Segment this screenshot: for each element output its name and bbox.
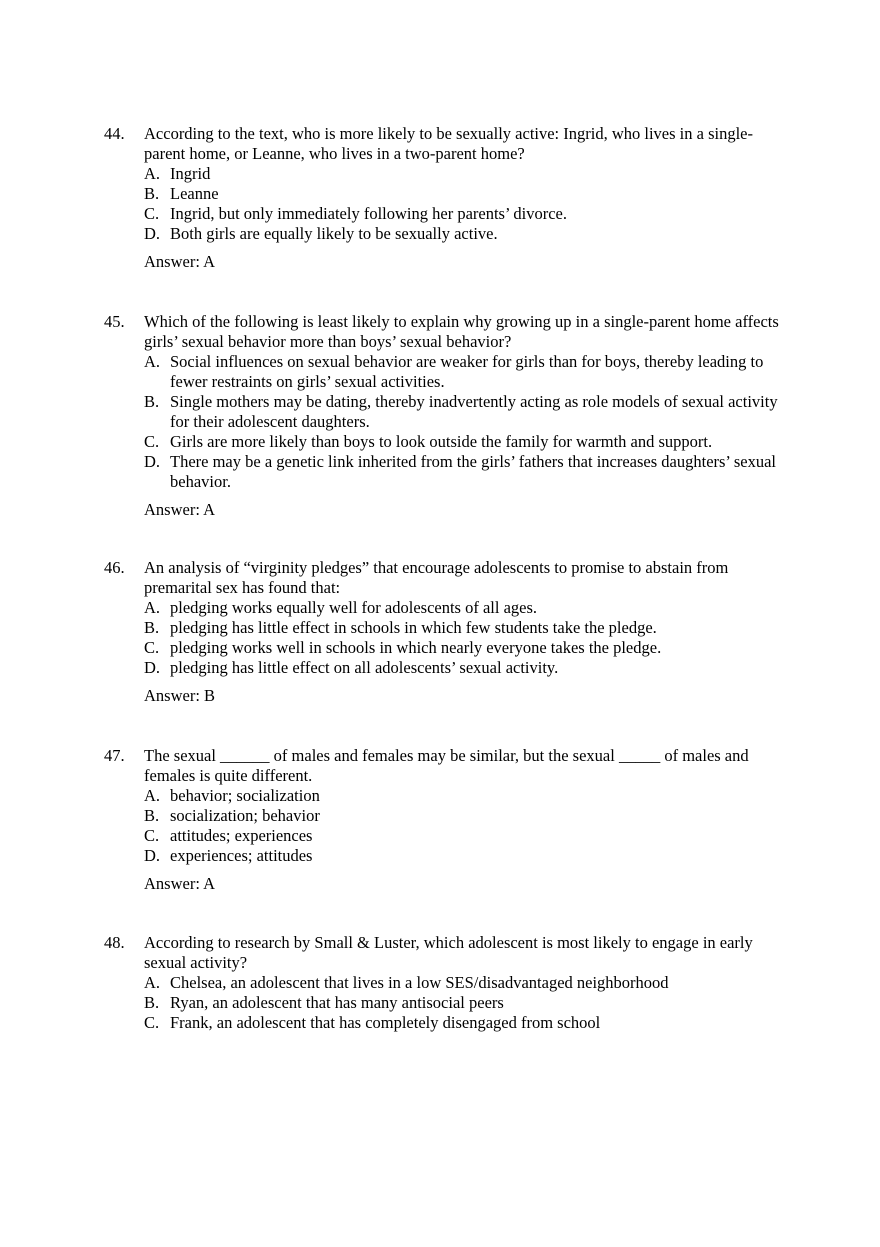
- option-letter: B.: [144, 618, 160, 637]
- option-letter: D.: [144, 452, 161, 471]
- option-letter: D.: [144, 846, 161, 865]
- option-text: Leanne: [170, 184, 219, 203]
- question-44: [104, 124, 794, 272]
- option-d: [144, 846, 794, 866]
- option-letter: A.: [144, 352, 161, 371]
- option-list: [144, 786, 794, 866]
- question-text: According to research by Small & Luster, which adolescent is most likely to engage in early sexual activity?: [144, 933, 753, 972]
- option-a: [144, 973, 794, 993]
- question-number: 47.: [104, 746, 125, 765]
- option-a: [144, 786, 794, 806]
- option-text: experiences; attitudes: [170, 846, 313, 865]
- option-text: Both girls are equally likely to be sexually active.: [170, 224, 498, 243]
- question-number: 48.: [104, 933, 125, 952]
- option-text: pledging works well in schools in which nearly everyone takes the pledge.: [170, 638, 662, 657]
- question-text: Which of the following is least likely to explain why growing up in a single-parent home affects girls’ sexual behavior more than boys’ sexual behavior?: [144, 312, 779, 351]
- question-number: 45.: [104, 312, 125, 331]
- question-number: 46.: [104, 558, 125, 577]
- option-list: [144, 352, 794, 492]
- question-number: 44.: [104, 124, 125, 143]
- option-letter: A.: [144, 973, 161, 992]
- option-c: [144, 432, 794, 452]
- answer-line: Answer: B: [144, 686, 216, 705]
- question-stem: [104, 312, 794, 352]
- option-list: [144, 164, 794, 244]
- option-text: pledging has little effect on all adolescents’ sexual activity.: [170, 658, 559, 677]
- option-text: behavior; socialization: [170, 786, 320, 805]
- option-b: [144, 618, 794, 638]
- question-text: The sexual ______ of males and females may be similar, but the sexual _____ of males and females is quite different.: [144, 746, 749, 785]
- question-stem: [104, 746, 794, 786]
- option-text: There may be a genetic link inherited from the girls’ fathers that increases daughters’ sexual behavior.: [170, 452, 776, 491]
- option-text: Girls are more likely than boys to look outside the family for warmth and support.: [170, 432, 713, 451]
- option-text: Ingrid, but only immediately following her parents’ divorce.: [170, 204, 567, 223]
- answer-line: Answer: A: [144, 252, 216, 271]
- option-list: [144, 973, 794, 1033]
- option-d: [144, 452, 794, 492]
- option-b: [144, 184, 794, 204]
- option-text: Single mothers may be dating, thereby inadvertently acting as role models of sexual activity for their adolescent daughters.: [170, 392, 778, 431]
- question-text: An analysis of “virginity pledges” that encourage adolescents to promise to abstain from premarital sex has found that:: [144, 558, 729, 597]
- option-a: [144, 598, 794, 618]
- option-a: [144, 352, 794, 392]
- question-48: [104, 933, 794, 1033]
- question-stem: [104, 558, 794, 598]
- option-letter: A.: [144, 786, 161, 805]
- option-c: [144, 826, 794, 846]
- option-letter: C.: [144, 826, 160, 845]
- question-47: [104, 746, 794, 894]
- option-c: [144, 1013, 794, 1033]
- option-letter: D.: [144, 224, 161, 243]
- option-b: [144, 392, 794, 432]
- answer-line: Answer: A: [144, 874, 216, 893]
- question-stem: [104, 124, 794, 164]
- question-46: [104, 558, 794, 706]
- question-stem: [104, 933, 794, 973]
- option-text: pledging works equally well for adolescents of all ages.: [170, 598, 538, 617]
- option-c: [144, 638, 794, 658]
- option-letter: A.: [144, 164, 161, 183]
- option-a: [144, 164, 794, 184]
- option-c: [144, 204, 794, 224]
- option-d: [144, 658, 794, 678]
- option-letter: B.: [144, 184, 160, 203]
- option-b: [144, 993, 794, 1013]
- option-text: socialization; behavior: [170, 806, 320, 825]
- option-text: Ingrid: [170, 164, 211, 183]
- option-letter: B.: [144, 806, 160, 825]
- option-text: Chelsea, an adolescent that lives in a low SES/disadvantaged neighborhood: [170, 973, 669, 992]
- option-b: [144, 806, 794, 826]
- question-text: According to the text, who is more likely to be sexually active: Ingrid, who lives in a single-parent home, or Leanne, who lives in a two-parent home?: [144, 124, 753, 163]
- option-letter: A.: [144, 598, 161, 617]
- answer-line: Answer: A: [144, 500, 216, 519]
- option-text: attitudes; experiences: [170, 826, 313, 845]
- option-letter: D.: [144, 658, 161, 677]
- option-letter: C.: [144, 638, 160, 657]
- option-letter: C.: [144, 1013, 160, 1032]
- question-45: [104, 312, 794, 520]
- option-letter: B.: [144, 993, 160, 1012]
- option-list: [144, 598, 794, 678]
- option-text: Frank, an adolescent that has completely disengaged from school: [170, 1013, 601, 1032]
- option-text: Social influences on sexual behavior are weaker for girls than for boys, thereby leading to fewer restraints on girls’ sexual activities.: [170, 352, 764, 391]
- option-letter: B.: [144, 392, 160, 411]
- option-text: Ryan, an adolescent that has many antisocial peers: [170, 993, 504, 1012]
- option-letter: C.: [144, 204, 160, 223]
- option-text: pledging has little effect in schools in which few students take the pledge.: [170, 618, 657, 637]
- option-d: [144, 224, 794, 244]
- option-letter: C.: [144, 432, 160, 451]
